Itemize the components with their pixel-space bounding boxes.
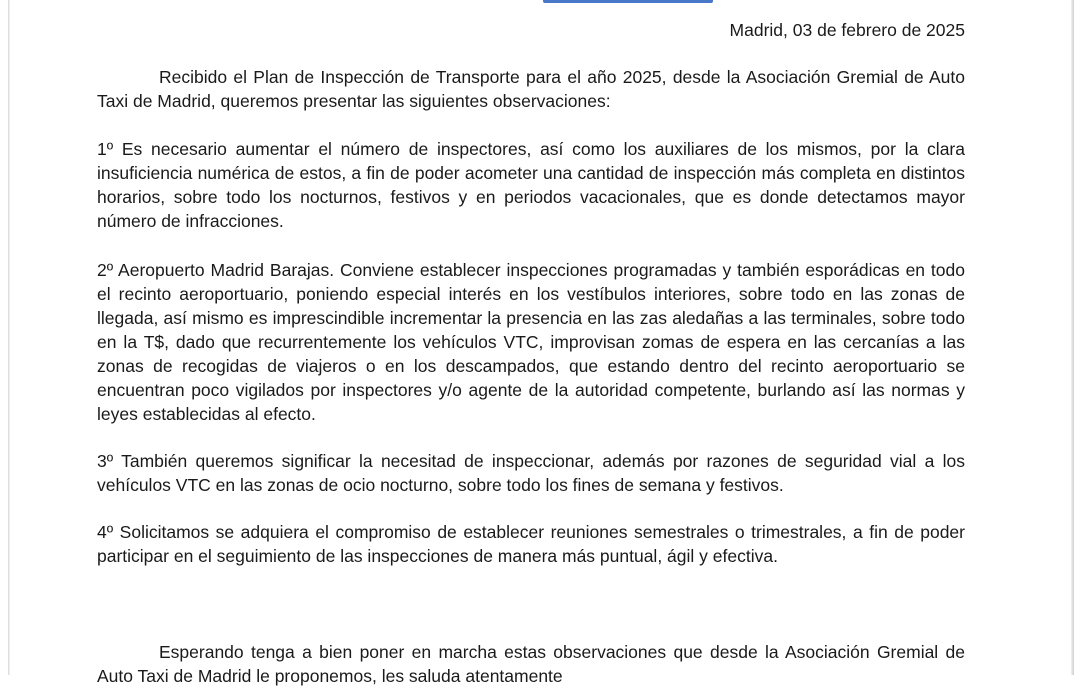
observation-3: 3º También queremos significar la necesitad de inspeccionar, además por razones de seguridad vial a los vehículos VTC en las zonas de ocio nocturno, sobre todo los fines de semana y festivos. [97,451,965,495]
observation-1: 1º Es necesario aumentar el número de inspectores, así como los auxiliares de los mismos, por la clara insuficiencia numérica de estos, a fin de poder acometer una cantidad de inspección más completa en distintos horarios, sobre todo los nocturnos, festivos y en periodos vacacionales, que es donde detectamos mayor número de infracciones. [97,139,965,231]
page-left-edge [8,0,10,675]
intro-paragraph: Recibido el Plan de Inspección de Transporte para el año 2025, desde la Asociación Gremial de Auto Taxi de Madrid, queremos presentar las siguientes observaciones: [97,67,965,111]
letter-date: Madrid, 03 de febrero de 2025 [729,20,965,40]
page-right-edge [1071,0,1074,675]
observation-4: 4º Solicitamos se adquiera el compromiso de establecer reuniones semestrales o trimestrales, a fin de poder participar en el seguimiento de las inspecciones de manera más puntual, ágil y efectiva. [97,522,965,566]
closing-paragraph: Esperando tenga a bien poner en marcha estas observaciones que desde la Asociación Gremial de Auto Taxi de Madrid le proponemos, les saluda atentamente [97,642,965,686]
header-accent-bar [543,0,713,3]
observation-2: 2º Aeropuerto Madrid Barajas. Conviene establecer inspecciones programadas y también esporádicas en todo el recinto aeroportuario, poniendo especial interés en los vestíbulos interiores, sobre todo en las zonas de llegada, así mismo es imprescindible incrementar la presencia en las zas aledañas a las terminales, sobre todo en la T$, dado que recurrentemente los vehículos VTC, improvisan zomas de espera en las cercanías a las zonas de recogidas de viajeros o en los descampados, que estando dentro del recinto aeroportuario se encuentran poco vigilados por inspectores y/o agente de la autoridad competente, burlando así las normas y leyes establecidas al efecto. [97,260,965,424]
